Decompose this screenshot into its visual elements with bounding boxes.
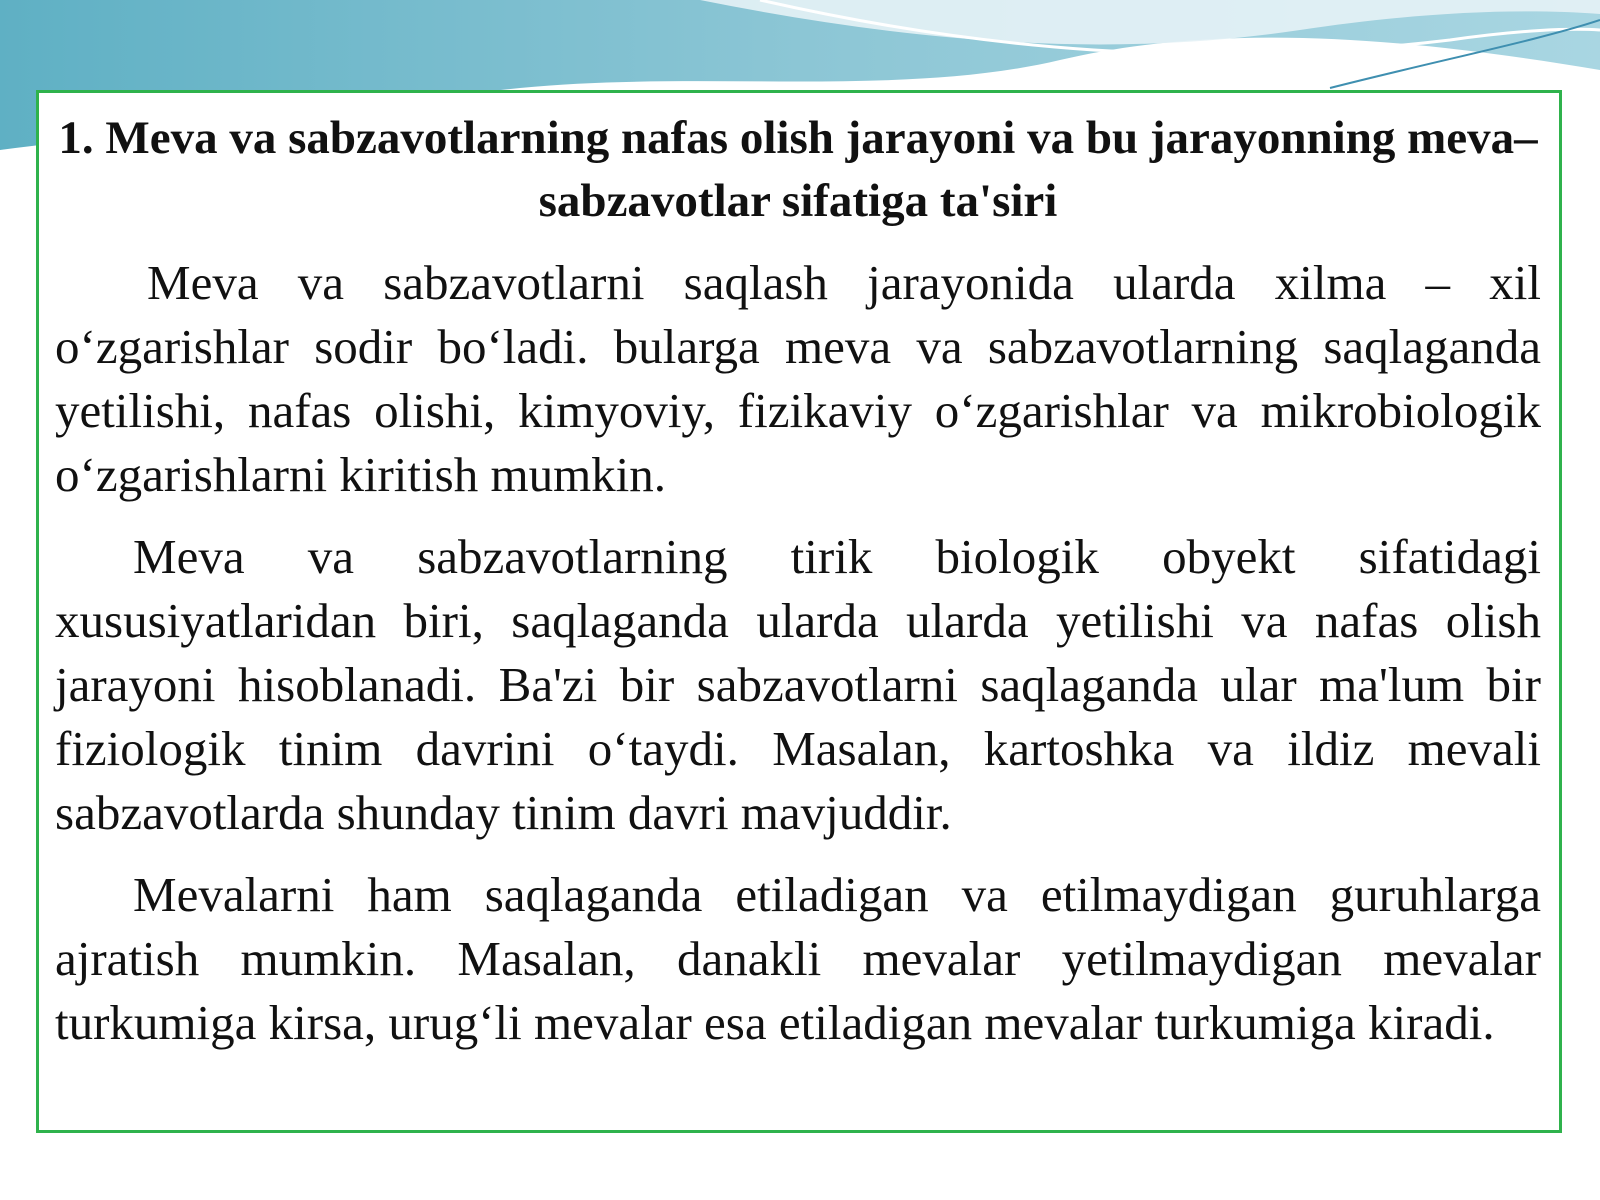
paragraph-1: Meva va sabzavotlarni saqlash jarayonida ularda xilma – xil o‘zgarishlar sodir bo‘ladi. bularga meva va sabzavotlarning saqlaganda yetilishi, nafas olishi, kimyoviy, fizikaviy o‘zgarishlar va mikrobiologik o‘zgarishlarni kiritish mumkin. xyxy=(55,255,1541,502)
slide-title: 1. Meva va sabzavotlarning nafas olish jarayoni va bu jarayonning meva–sabzavotlar sifatiga ta'siri xyxy=(58,112,1538,227)
content-frame xyxy=(36,90,1562,1133)
paragraph-3: Mevalarni ham saqlaganda etiladigan va etilmaydigan guruhlarga ajratish mumkin. Masalan, danakli mevalar yetilmaydigan mevalar turkumiga kirsa, urug‘li mevalar esa etiladigan mevalar turkumiga kiradi. xyxy=(55,867,1541,1050)
paragraph-2: Meva va sabzavotlarning tirik biologik obyekt sifatidagi xususiyatlaridan biri, saqlaganda ularda ularda yetilishi va nafas olish jarayoni hisoblanadi. Ba'zi bir sabzavotlarni saqlaganda ular ma'lum bir fiziologik tinim davrini o‘taydi. Masalan, kartoshka va ildiz mevali sabzavotlarda shunday tinim davri mavjuddir. xyxy=(55,529,1541,840)
